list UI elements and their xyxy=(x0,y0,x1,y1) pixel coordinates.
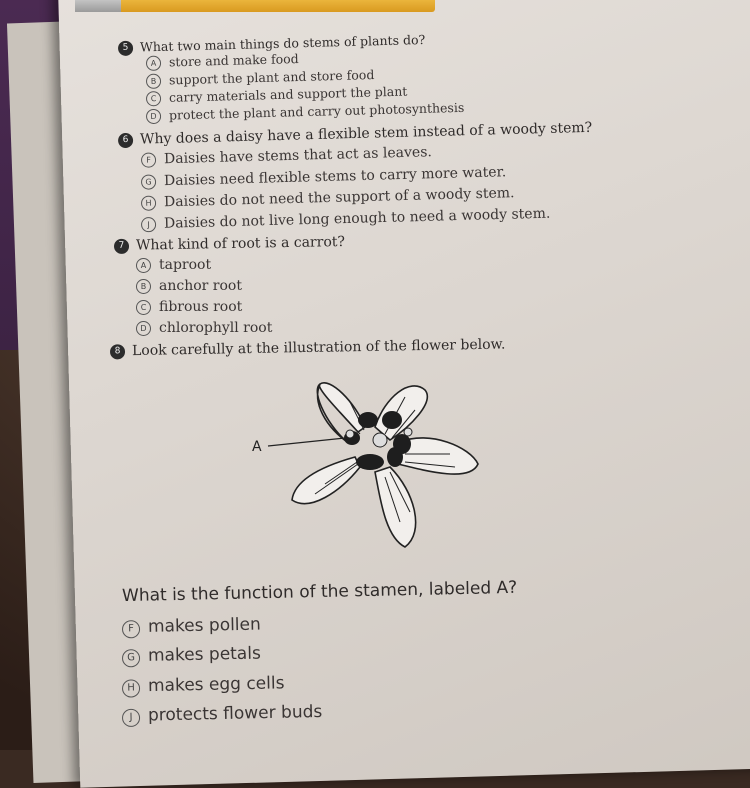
option-text: Daisies need flexible stems to carry more water. xyxy=(163,164,507,190)
option-text: chlorophyll root xyxy=(159,320,273,336)
answer-bubble[interactable]: J xyxy=(122,709,140,727)
question-number: 7 xyxy=(114,239,129,254)
anther xyxy=(382,411,402,429)
option[interactable] xyxy=(141,206,551,233)
option[interactable] xyxy=(122,615,261,639)
option[interactable] xyxy=(122,673,285,697)
option[interactable] xyxy=(146,51,299,71)
question-6 xyxy=(118,120,593,148)
question-text: What two main things do stems of plants do? xyxy=(139,31,426,55)
answer-bubble[interactable]: H xyxy=(122,679,140,697)
option-text: makes pollen xyxy=(147,614,261,637)
option-text: carry materials and support the plant xyxy=(168,83,408,105)
question-7 xyxy=(114,234,345,254)
petal-top-left xyxy=(319,383,365,432)
question-number: 5 xyxy=(118,41,133,56)
petal-bottom-left xyxy=(292,457,360,504)
option-text: Daisies do not live long enough to need a woody stem. xyxy=(163,205,551,232)
answer-bubble[interactable]: C xyxy=(136,300,151,315)
option[interactable] xyxy=(122,644,261,668)
option[interactable] xyxy=(136,257,211,273)
answer-bubble[interactable]: H xyxy=(141,195,156,210)
answer-bubble[interactable]: D xyxy=(146,109,161,124)
option-text: support the plant and store food xyxy=(168,67,375,88)
option-text: fibrous root xyxy=(159,299,243,315)
option-text: Daisies have stems that act as leaves. xyxy=(163,144,433,168)
petals xyxy=(292,383,478,547)
option-text: protect the plant and carry out photosynthesis xyxy=(168,99,465,123)
option-text: anchor root xyxy=(159,278,242,294)
question-text: What kind of root is a carrot? xyxy=(135,233,346,254)
option[interactable] xyxy=(136,320,272,336)
flower-illustration xyxy=(240,372,490,557)
question-number: 8 xyxy=(110,344,125,359)
option-text: protects flower buds xyxy=(147,701,323,726)
stamen-label: A xyxy=(252,439,262,455)
answer-bubble[interactable]: A xyxy=(146,56,161,71)
answer-bubble[interactable]: B xyxy=(146,74,161,89)
answer-bubble[interactable]: D xyxy=(136,321,151,336)
label-pointer-line xyxy=(268,438,345,446)
anther xyxy=(356,454,384,470)
answer-bubble[interactable]: F xyxy=(141,152,156,167)
option[interactable] xyxy=(122,702,323,727)
answer-bubble[interactable]: G xyxy=(122,649,140,667)
answer-bubble[interactable]: A xyxy=(136,258,151,273)
answer-bubble[interactable]: J xyxy=(141,217,156,232)
option-text: Daisies do not need the support of a woody stem. xyxy=(163,185,515,211)
anther xyxy=(387,447,403,467)
option-text: taproot xyxy=(159,257,212,273)
question-8-prompt: What is the function of the stamen, labeled A? xyxy=(121,577,518,607)
answer-bubble[interactable]: F xyxy=(122,620,140,638)
question-8 xyxy=(110,337,506,360)
petal-top-right xyxy=(375,386,427,440)
option-text: makes egg cells xyxy=(147,673,285,697)
question-number: 6 xyxy=(118,133,133,148)
option[interactable] xyxy=(136,278,242,294)
answer-bubble[interactable]: B xyxy=(136,279,151,294)
answer-bubble[interactable]: G xyxy=(141,174,156,189)
option-text: makes petals xyxy=(147,643,262,666)
answer-bubble[interactable]: C xyxy=(146,91,161,106)
option[interactable] xyxy=(141,144,432,168)
option-text: store and make food xyxy=(168,51,299,70)
question-text: Why does a daisy have a flexible stem instead of a woody stem? xyxy=(139,119,593,148)
question-text: Look carefully at the illustration of the flower below. xyxy=(131,336,506,360)
anther xyxy=(358,412,378,428)
option[interactable] xyxy=(136,299,242,315)
